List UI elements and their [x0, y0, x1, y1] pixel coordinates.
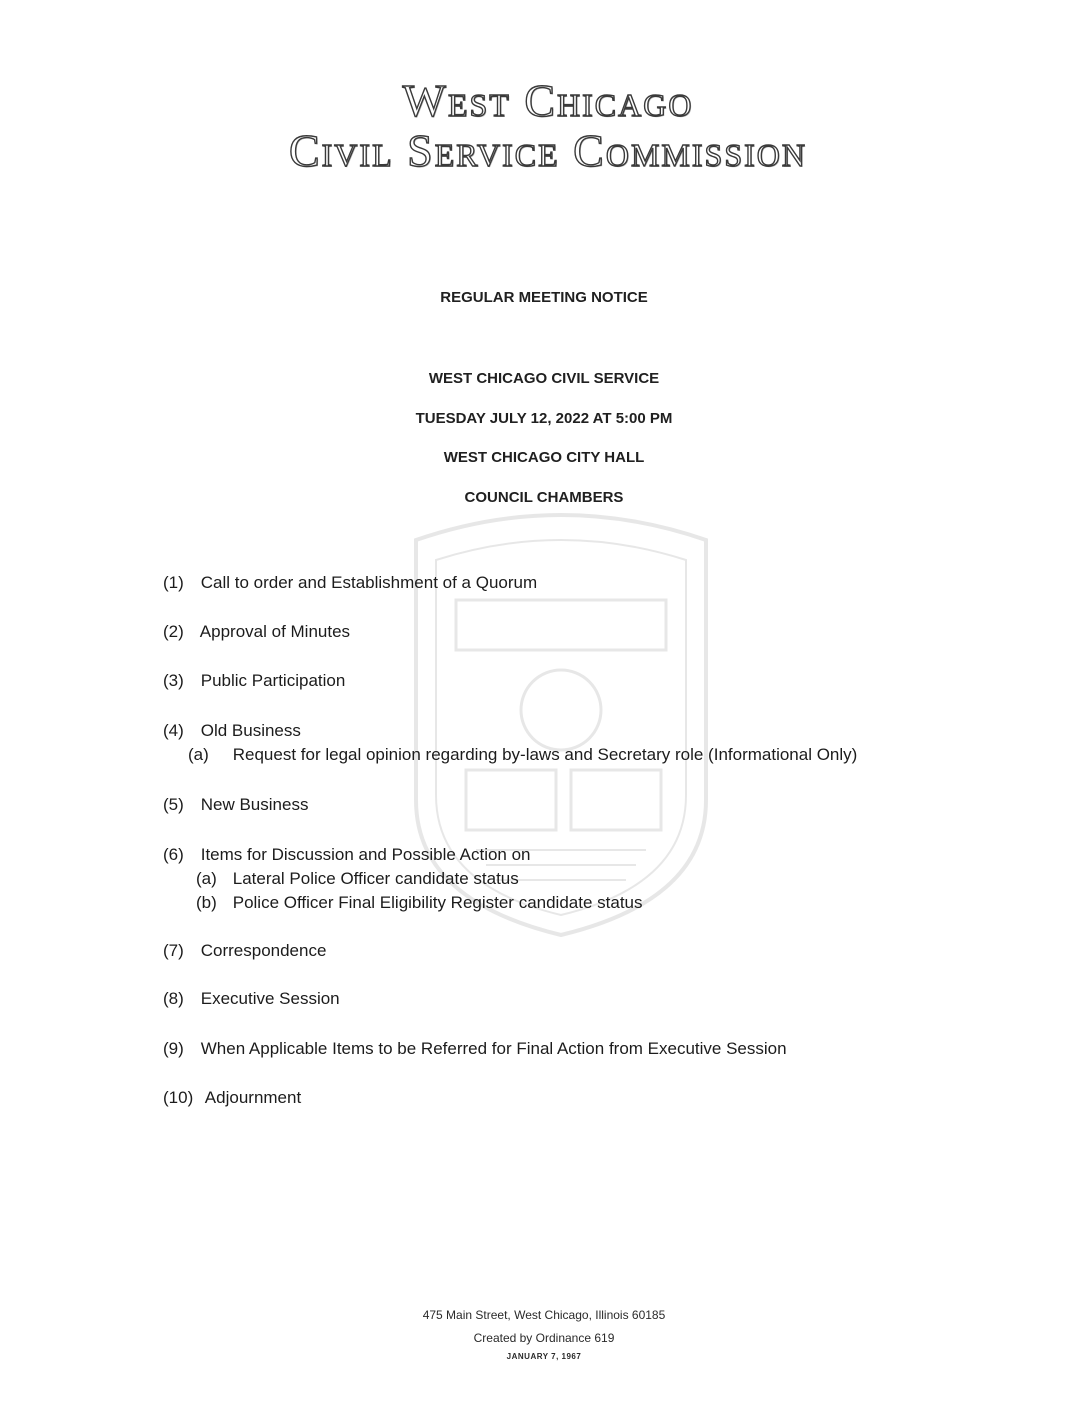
- agenda-item-text: Executive Session: [200, 989, 340, 1008]
- subitem-text: Police Officer Final Eligibility Register candidate status: [232, 893, 643, 912]
- notice-organization: WEST CHICAGO CIVIL SERVICE: [428, 370, 660, 387]
- agenda-item-number: (6): [163, 845, 184, 864]
- agenda-item-text: When Applicable Items to be Referred for Final Action from Executive Session: [200, 1039, 787, 1058]
- footer-date: JANUARY 7, 1967: [506, 1352, 582, 1361]
- footer-address: 475 Main Street, West Chicago, Illinois 60185: [422, 1308, 666, 1322]
- footer-ordinance: Created by Ordinance 619: [473, 1331, 615, 1345]
- notice-datetime: TUESDAY JULY 12, 2022 AT 5:00 PM: [415, 410, 673, 427]
- subitem-number: (b): [196, 893, 217, 912]
- agenda-item-number: (2): [163, 622, 184, 641]
- agenda-item-4: [163, 721, 301, 741]
- letterhead-line-1: West Chicago: [402, 75, 694, 126]
- agenda-item-text: Items for Discussion and Possible Action on: [200, 845, 531, 864]
- agenda-item-9: [163, 1039, 787, 1059]
- agenda-item-number: (3): [163, 671, 184, 690]
- subitem-number: (a): [188, 745, 209, 764]
- agenda-item-number: (9): [163, 1039, 184, 1058]
- discussion-subitem-b: [196, 893, 643, 913]
- letterhead-line-2: Civil Service Commission: [288, 125, 808, 176]
- agenda-item-number: (5): [163, 795, 184, 814]
- agenda-item-number: (1): [163, 573, 184, 592]
- agenda-item-text: Approval of Minutes: [199, 622, 351, 641]
- discussion-subitem-a: [196, 869, 519, 889]
- subitem-text: Request for legal opinion regarding by-laws and Secretary role (Informational Only): [232, 745, 858, 764]
- agenda-item-3: [163, 671, 345, 691]
- agenda-item-6: [163, 845, 531, 865]
- agenda-item-number: (7): [163, 941, 184, 960]
- agenda-item-number: (10): [163, 1088, 194, 1107]
- agenda-item-text: New Business: [200, 795, 309, 814]
- agenda-item-5: [163, 795, 308, 815]
- agenda-item-text: Correspondence: [200, 941, 327, 960]
- notice-room: COUNCIL CHAMBERS: [464, 489, 624, 506]
- letterhead: [0, 76, 1088, 176]
- agenda-item-1: [163, 573, 537, 593]
- agenda-item-text: Public Participation: [200, 671, 346, 690]
- notice-venue: WEST CHICAGO CITY HALL: [443, 449, 645, 466]
- notice-title: REGULAR MEETING NOTICE: [440, 289, 648, 306]
- agenda-item-text: Call to order and Establishment of a Quorum: [200, 573, 538, 592]
- subitem-number: (a): [196, 869, 217, 888]
- agenda-item-text: Adjournment: [204, 1088, 302, 1107]
- subitem-text: Lateral Police Officer candidate status: [232, 869, 519, 888]
- agenda-item-number: (8): [163, 989, 184, 1008]
- agenda-item-2: [163, 622, 350, 642]
- agenda-item-10: [163, 1088, 301, 1108]
- agenda-item-number: (4): [163, 721, 184, 740]
- old-business-subitem-a: [188, 745, 857, 765]
- agenda-item-8: [163, 989, 340, 1009]
- agenda-item-7: [163, 941, 326, 961]
- agenda-item-text: Old Business: [200, 721, 301, 740]
